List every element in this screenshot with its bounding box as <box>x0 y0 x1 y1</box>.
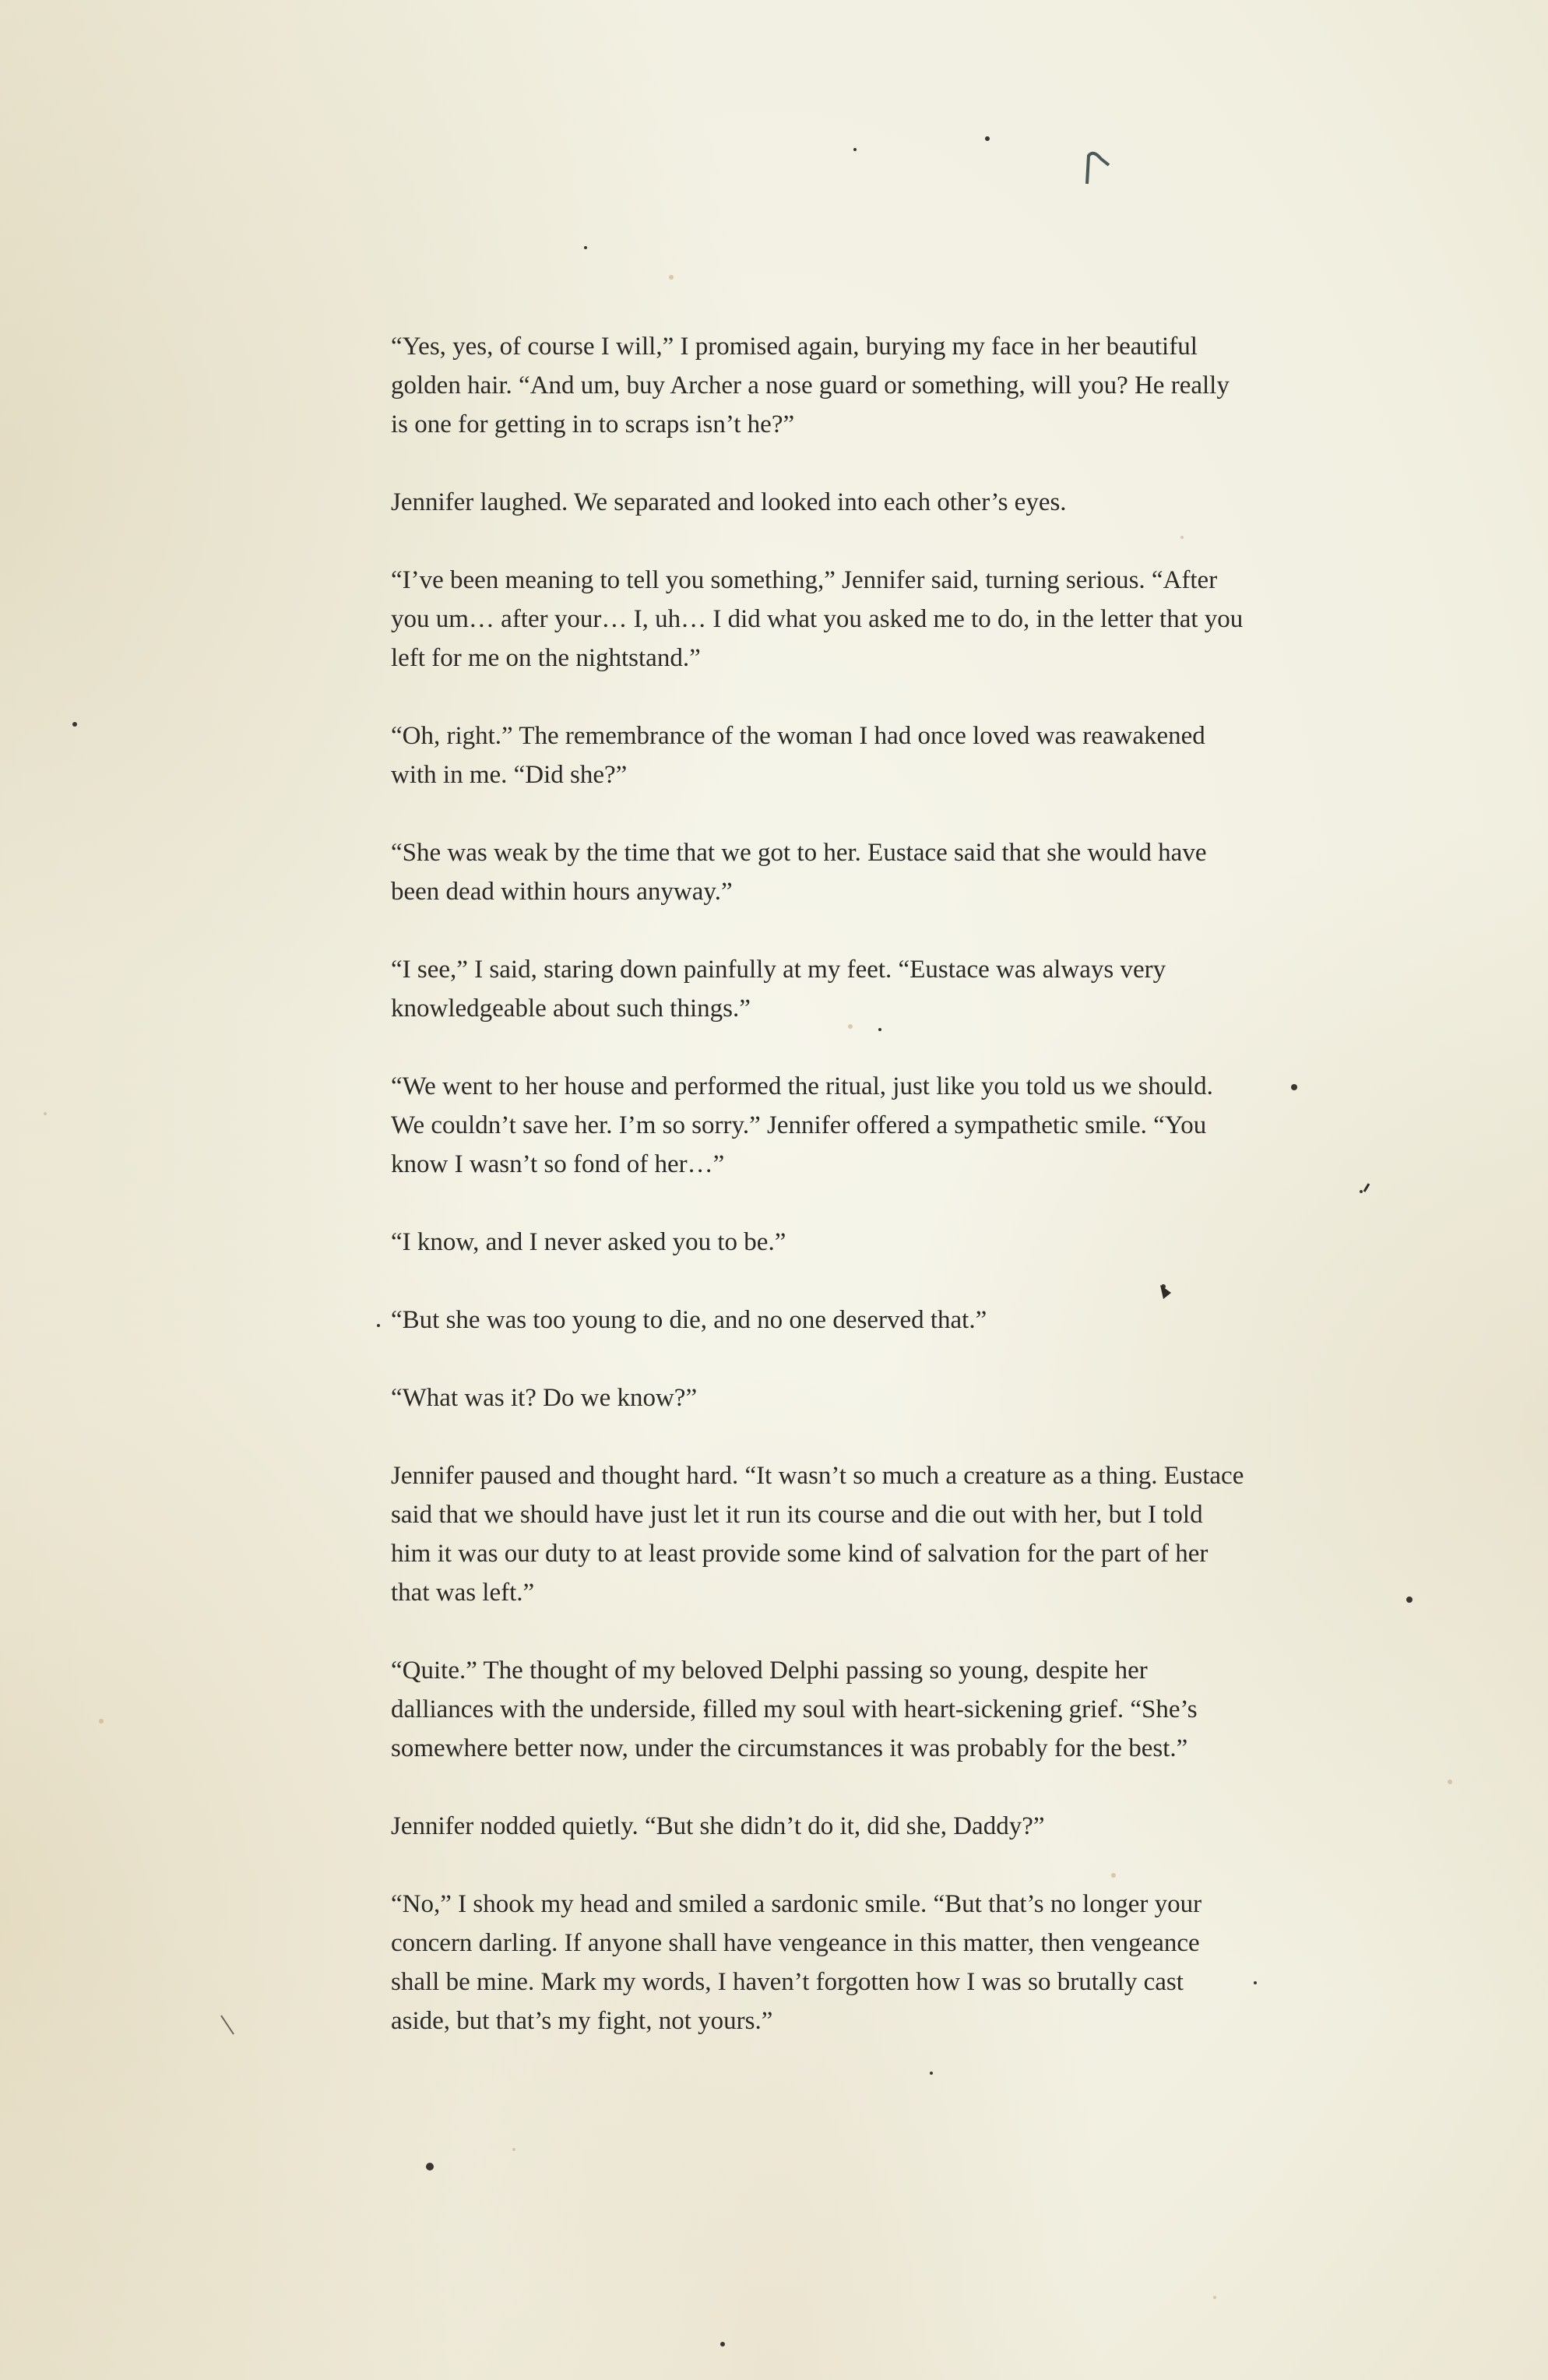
paragraph: “I see,” I said, staring down painfully at my feet. “Eustace was always very knowledgeable about such things.” <box>391 956 1166 1023</box>
paragraph: “What was it? Do we know?” <box>391 1384 698 1412</box>
paragraph: “Oh, right.” The remembrance of the woman I had once loved was reawakened with in me. “Did she?” <box>391 722 1205 789</box>
paragraph: “But she was too young to die, and no one deserved that.” <box>391 1306 987 1334</box>
paragraph: “No,” I shook my head and smiled a sardonic smile. “But that’s no longer your concern darling. If anyone shall have vengeance in this matter, then vengeance shall be mine. Mark my words, I haven’t forgotten how I was so brutally cast aside, but that’s my fight, not yours.” <box>391 1890 1202 2035</box>
paragraph: “She was weak by the time that we got to her. Eustace said that she would have been dead within hours anyway.” <box>391 839 1207 906</box>
paragraph: Jennifer laughed. We separated and looked into each other’s eyes. <box>391 488 1067 516</box>
paragraph: “We went to her house and performed the ritual, just like you told us we should. We couldn’t save her. I’m so sorry.” Jennifer offered a sympathetic smile. “You know I wasn’t so fond of her…” <box>391 1072 1213 1178</box>
paragraph: Jennifer paused and thought hard. “It wasn’t so much a creature as a thing. Eustace said that we should have just let it run its course and die out with her, but I told him it was our duty to at least provide some kind of salvation for the part of her that was left.” <box>391 1462 1244 1607</box>
paragraph: “I’ve been meaning to tell you something,” Jennifer said, turning serious. “After you um… after your… I, uh… I did what you asked me to do, in the letter that you left for me on the nightstand.” <box>391 566 1244 672</box>
paragraph: Jennifer nodded quietly. “But she didn’t do it, did she, Daddy?” <box>391 1812 1045 1840</box>
story-text <box>391 327 1247 2079</box>
paragraph: “Yes, yes, of course I will,” I promised again, burying my face in her beautiful golden hair. “And um, buy Archer a nose guard or something, will you? He really is one for getting in to scraps isn’t he?” <box>391 333 1230 438</box>
paragraph: “Quite.” The thought of my beloved Delphi passing so young, despite her dalliances with the underside, filled my soul with heart-sickening grief. “She’s somewhere better now, under the circumstances it was probably for the best.” <box>391 1656 1198 1762</box>
paragraph: “I know, and I never asked you to be.” <box>391 1228 786 1256</box>
